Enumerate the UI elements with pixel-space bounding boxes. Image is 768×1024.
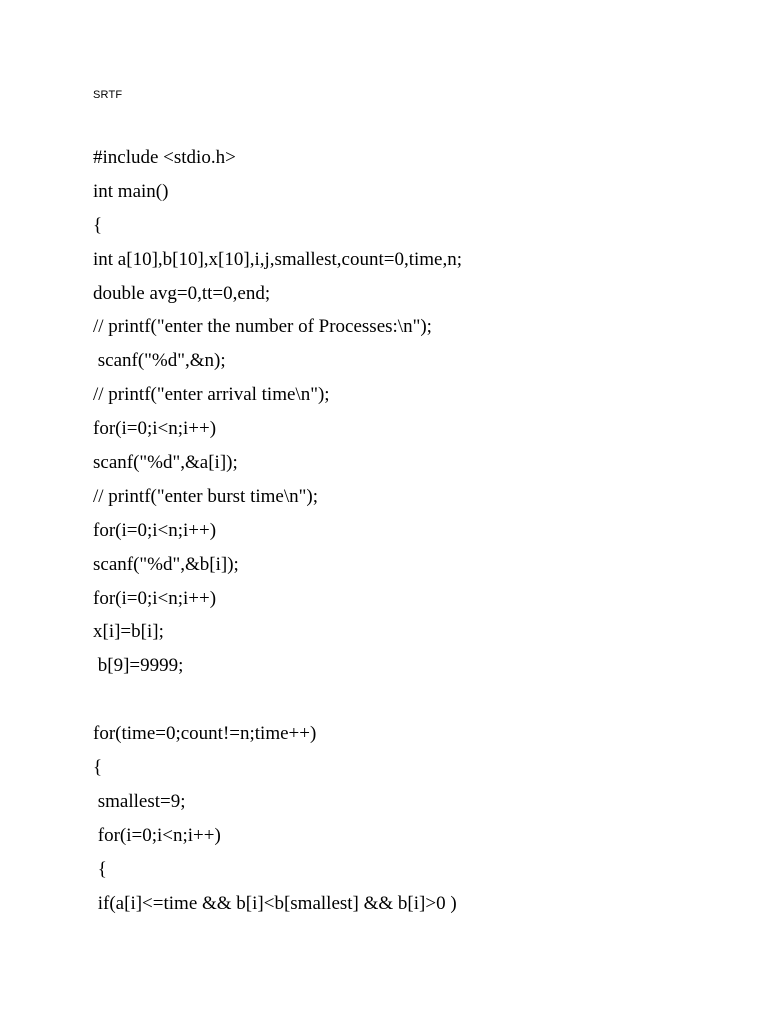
code-line: double avg=0,tt=0,end; bbox=[93, 282, 271, 304]
code-line: #include <stdio.h> bbox=[93, 147, 236, 168]
code-line: int a[10],b[10],x[10],i,j,smallest,count=0,time,n; bbox=[93, 248, 463, 270]
code-line: // printf("enter burst time\n"); bbox=[93, 485, 318, 507]
code-line: for(time=0;count!=n;time++) bbox=[93, 723, 317, 745]
code-line: if(a[i]<=time && b[i]<b[smallest] && b[i]>0 ) bbox=[93, 892, 457, 914]
code-line: int main() bbox=[93, 180, 169, 202]
code-line-blank bbox=[93, 683, 462, 717]
code-line: for(i=0;i<n;i++) bbox=[93, 519, 217, 541]
code-line: for(i=0;i<n;i++) bbox=[93, 824, 221, 846]
code-line: b[9]=9999; bbox=[93, 655, 184, 677]
document-heading: SRTF bbox=[93, 89, 123, 101]
code-line: // printf("enter the number of Processes:\n"); bbox=[93, 316, 432, 338]
code-line: scanf("%d",&n); bbox=[93, 350, 226, 372]
code-line: { bbox=[93, 757, 103, 779]
code-line: scanf("%d",&b[i]); bbox=[93, 553, 239, 575]
code-line: smallest=9; bbox=[93, 790, 186, 812]
code-line: { bbox=[93, 214, 103, 236]
code-line: scanf("%d",&a[i]); bbox=[93, 452, 238, 474]
code-line: for(i=0;i<n;i++) bbox=[93, 587, 217, 609]
code-listing bbox=[93, 141, 462, 920]
code-line: { bbox=[93, 858, 107, 880]
code-line: x[i]=b[i]; bbox=[93, 621, 164, 643]
code-line: // printf("enter arrival time\n"); bbox=[93, 384, 330, 406]
code-line: for(i=0;i<n;i++) bbox=[93, 418, 217, 440]
